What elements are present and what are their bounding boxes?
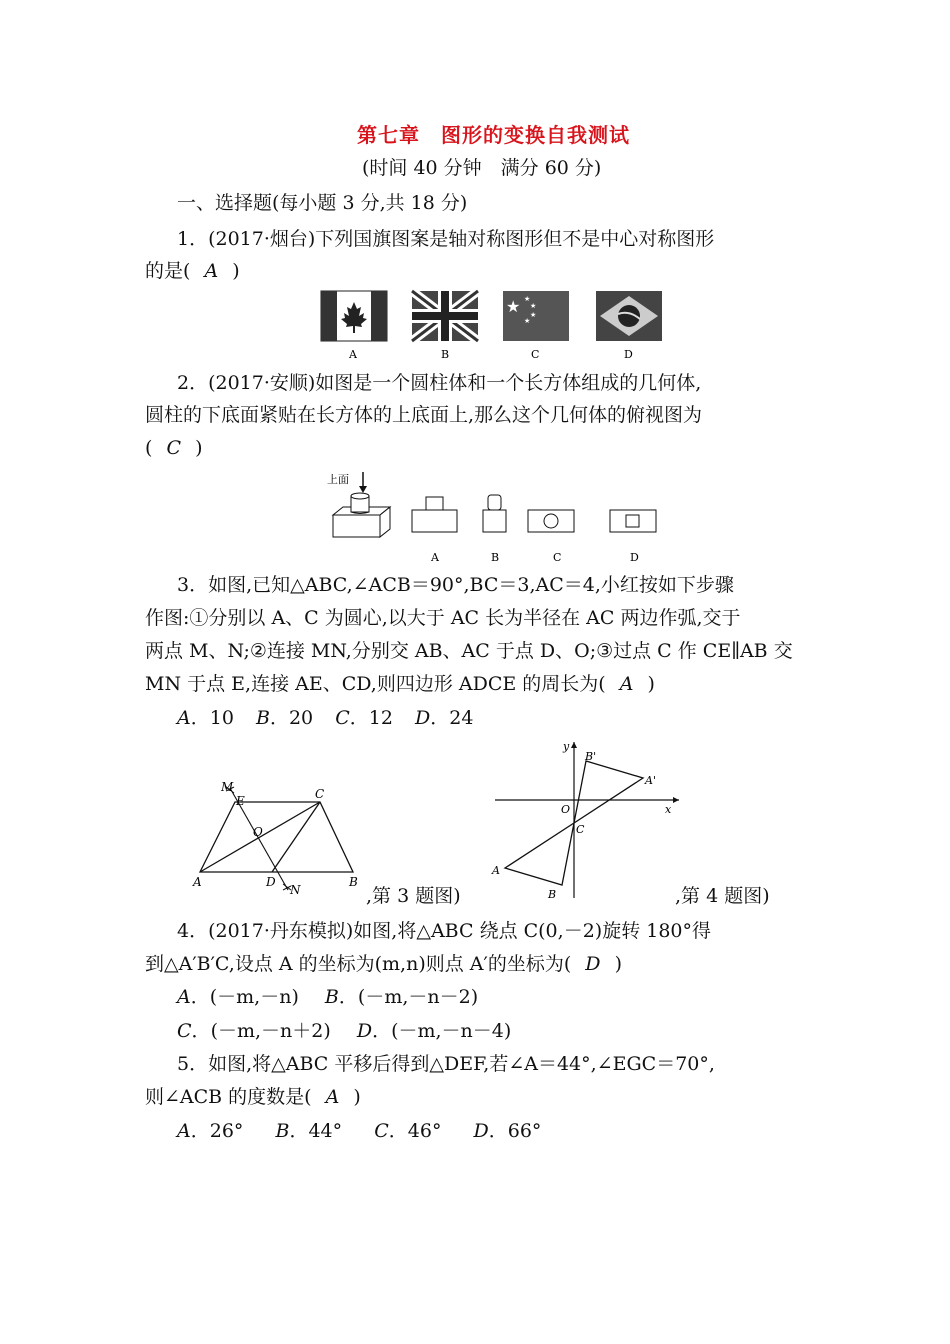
- q2-top-label: 上面: [327, 473, 349, 486]
- flag-uk: [412, 291, 478, 341]
- svg-text:★: ★: [506, 297, 521, 316]
- q2-solid-3d: [333, 493, 390, 537]
- q1-line2: [145, 259, 240, 283]
- page-title: 第七章 图形的变换自我测试: [357, 123, 630, 147]
- q4-option-c-key: C: [177, 1020, 192, 1042]
- flag-brazil: [596, 291, 662, 341]
- q3-figure-caption: ,第 3 题图): [366, 885, 461, 907]
- q3-option-b-key: B: [255, 707, 270, 729]
- q5-suffix: ): [353, 1086, 361, 1108]
- q1-label-b: B: [441, 348, 450, 361]
- q2-solid-figure: [325, 468, 665, 568]
- q3-figure: [190, 778, 370, 898]
- q4-option-d-text: (－m,－n－4): [391, 1020, 512, 1042]
- q3-point-e: E: [236, 794, 245, 808]
- q2-label-b: B: [491, 551, 500, 564]
- q2-option-c-view: [528, 510, 574, 532]
- q4-origin-o: O: [561, 803, 571, 816]
- q4-figure-caption: ,第 4 题图): [675, 885, 770, 907]
- q3-line4: [145, 672, 655, 696]
- q1-answer: A: [204, 260, 219, 282]
- q3-option-a-key: A: [177, 707, 191, 729]
- q4-line1: 4．(2017·丹东模拟)如图,将△ABC 绕点 C(0,－2)旋转 180°得: [177, 920, 711, 942]
- q2-option-d-view: [610, 510, 656, 532]
- q4-prefix: 到△A′B′C,设点 A 的坐标为(m,n)则点 A′的坐标为(: [145, 953, 572, 975]
- q5-prefix: 则∠ACB 的度数是(: [145, 1086, 312, 1108]
- q3-option-d-text: 24: [449, 707, 474, 729]
- q5-option-b-text: 44°: [308, 1120, 343, 1142]
- svg-text:★: ★: [530, 311, 537, 319]
- q4-answer: D: [585, 953, 601, 975]
- q5-line1: 5．如图,将△ABC 平移后得到△DEF,若∠A＝44°,∠EGC＝70°,: [177, 1053, 715, 1075]
- q5-option-d-text: 66°: [507, 1120, 542, 1142]
- q4-suffix: ): [614, 953, 622, 975]
- flag-canada: [321, 291, 387, 341]
- q4-option-b-text: (－m,－n－2): [357, 986, 479, 1008]
- flag-china: [503, 291, 569, 341]
- q4-line2: [145, 952, 622, 976]
- q4-point-a: A: [492, 864, 500, 877]
- q4-point-a-prime: A': [645, 774, 656, 787]
- q1-line1: 1．(2017·烟台)下列国旗图案是轴对称图形但不是中心对称图形: [177, 228, 715, 250]
- q2-option-b-view: [483, 495, 506, 532]
- q3-line1: 3．如图,已知△ABC,∠ACB＝90°,BC＝3,AC＝4,小红按如下步骤: [177, 574, 734, 596]
- q3-option-c-key: C: [335, 707, 350, 729]
- q3-prefix: MN 于点 E,连接 AE、CD,则四边形 ADCE 的周长为(: [145, 673, 606, 695]
- q2-option-a-view: [412, 497, 457, 532]
- q2-label-d: D: [630, 551, 639, 564]
- q3-point-n: N: [290, 883, 301, 897]
- q4-point-b-prime: B': [585, 750, 597, 763]
- q3-suffix: ): [647, 673, 655, 695]
- q3-point-a: A: [193, 875, 202, 889]
- q3-option-d-key: D: [415, 707, 431, 729]
- q1-label-a: A: [349, 348, 357, 361]
- q5-option-a-text: 26°: [209, 1120, 244, 1142]
- q3-options: A．10 B．20 C．12 D．24: [177, 707, 474, 729]
- q5-option-a-key: A: [177, 1120, 191, 1142]
- q4-options-row2: C．(－m,－n＋2) D．(－m,－n－4): [177, 1020, 512, 1042]
- q5-answer: A: [325, 1086, 340, 1108]
- q4-option-b-key: B: [324, 986, 339, 1008]
- q5-options: A．26° B．44° C．46° D．66°: [177, 1120, 542, 1142]
- q4-point-c: C: [576, 823, 585, 836]
- q2-label-a: A: [431, 551, 439, 564]
- q3-option-a-text: 10: [209, 707, 234, 729]
- q4-figure: [485, 738, 685, 906]
- q4-axis-x: x: [665, 803, 672, 816]
- q3-line2: 作图:①分别以 A、C 为圆心,以大于 AC 长为半径在 AC 两边作弧,交于: [145, 607, 741, 629]
- q3-point-d: D: [266, 875, 276, 889]
- q1-flags-figure: [318, 288, 668, 364]
- q2-answer: C: [166, 437, 182, 459]
- q3-point-b: B: [349, 875, 358, 889]
- q2-line3: [145, 436, 202, 460]
- q4-option-c-text: (－m,－n＋2): [210, 1020, 331, 1042]
- q3-point-c: C: [315, 787, 325, 801]
- q5-option-c-text: 46°: [407, 1120, 442, 1142]
- q2-label-c: C: [553, 551, 562, 564]
- q1-label-d: D: [624, 348, 633, 361]
- q2-suffix: ): [195, 437, 203, 459]
- svg-text:★: ★: [524, 295, 531, 303]
- q1-suffix: ): [232, 260, 240, 282]
- q3-line3: 两点 M、N;②连接 MN,分别交 AB、AC 于点 D、O;③过点 C 作 CE∥AB 交: [145, 640, 793, 662]
- q5-line2: [145, 1085, 361, 1109]
- q2-line1: 2．(2017·安顺)如图是一个圆柱体和一个长方体组成的几何体,: [177, 372, 702, 394]
- q3-answer: A: [619, 673, 634, 695]
- q4-option-a-text: (－m,－n): [209, 986, 299, 1008]
- q5-option-b-key: B: [275, 1120, 290, 1142]
- q3-point-m: M: [221, 780, 234, 794]
- section-heading: 一、选择题(每小题 3 分,共 18 分): [177, 192, 468, 214]
- svg-text:★: ★: [530, 302, 537, 310]
- q1-label-c: C: [531, 348, 540, 361]
- q4-option-a-key: A: [177, 986, 191, 1008]
- q2-prefix: (: [145, 437, 153, 459]
- q4-option-d-key: D: [356, 1020, 373, 1042]
- q3-option-c-text: 12: [368, 707, 393, 729]
- q4-axis-y: y: [563, 740, 570, 753]
- q3-option-b-text: 20: [288, 707, 314, 729]
- q5-option-c-key: C: [374, 1120, 389, 1142]
- q1-prefix: 的是(: [145, 260, 191, 282]
- q3-point-o: O: [253, 825, 263, 839]
- q5-option-d-key: D: [473, 1120, 489, 1142]
- page-subtitle: (时间 40 分钟 满分 60 分): [362, 157, 602, 179]
- q2-line2: 圆柱的下底面紧贴在长方体的上底面上,那么这个几何体的俯视图为: [145, 404, 703, 426]
- q4-options-row1: A．(－m,－n) B．(－m,－n－2): [177, 986, 479, 1008]
- svg-text:★: ★: [524, 317, 531, 325]
- q4-point-b: B: [548, 888, 557, 901]
